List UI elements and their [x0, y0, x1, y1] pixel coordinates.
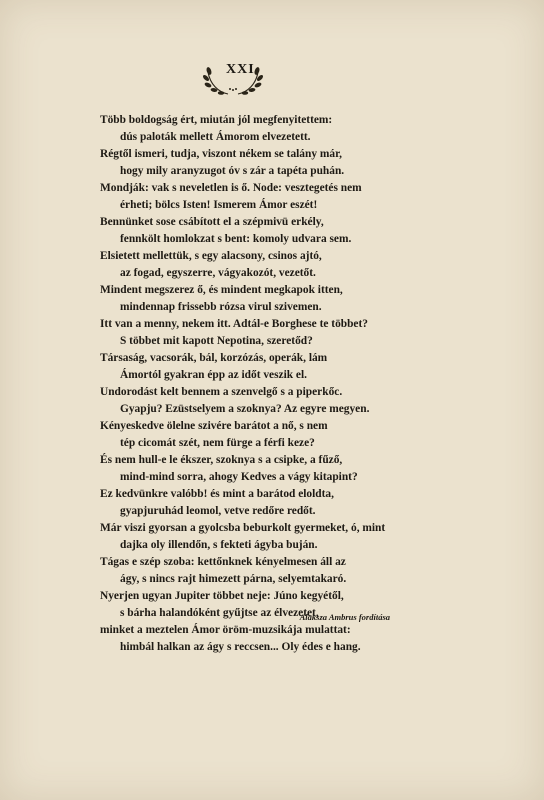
poem-line: Nyerjen ugyan Jupiter többet neje: Júno kegyétől, [100, 590, 344, 602]
poem-line: Mindent megszerez ő, és mindent megkapok itten, [100, 284, 343, 296]
translator-credit: Alaksza Ambrus fordítása [299, 612, 390, 622]
poem-line: Elsietett mellettük, s egy alacsony, csinos ajtó, [100, 250, 322, 262]
poem-line: ágy, s nincs rajt himezett párna, selyemtakaró. [120, 573, 347, 585]
poem-line: Itt van a menny, nekem itt. Adtál-e Borghese te többet? [100, 318, 368, 330]
poem-line: Tágas e szép szoba: kettőnknek kényelmesen áll az [100, 556, 346, 568]
poem-line: az fogad, egyszerre, vágyakozót, vezetőt. [120, 267, 316, 279]
poem-body [100, 112, 520, 656]
poem-line: Több boldogság ért, miután jól megfenyitettem: [100, 114, 333, 126]
poem-line: gyapjuruhád leomol, vetve redőre redőt. [120, 505, 316, 517]
poem-line: Ámortól gyakran épp az időt veszik el. [120, 369, 307, 381]
poem-line: himbál halkan az ágy s reccsen... Oly édes e hang. [120, 641, 361, 653]
poem-line: Már viszi gyorsan a gyolcsba beburkolt gyermeket, ó, mint [100, 522, 386, 534]
poem-line: S többet mit kapott Nepotina, szeretőd? [120, 335, 313, 347]
poem-header [0, 58, 544, 106]
poem-line: mindennap frissebb rózsa virul szivemen. [120, 301, 322, 313]
poem-number: XXI [226, 62, 255, 77]
poem-line: Gyapju? Ezüstselyem a szoknya? Az egyre megyen. [120, 403, 370, 415]
poem-line: És nem hull-e le ékszer, szoknya s a csipke, a fűző, [100, 454, 343, 466]
poem-line: fennkölt homlokzat s bent: komoly udvara sem. [120, 233, 352, 245]
poem-line: tép cicomát szét, nem fürge a férfi keze? [120, 437, 315, 449]
poem-line: Társaság, vacsorák, bál, korzózás, operák, lám [100, 352, 328, 364]
poem-line: s bárha halandóként gyűjtse az élvezetet, [120, 607, 319, 619]
poem-line: Bennünket sose csábított el a szépmivü erkély, [100, 216, 324, 228]
poem-line: minket a meztelen Ámor öröm-muzsikája mulattat: [100, 624, 351, 636]
poem-line: érheti; bölcs Isten! Ismerem Ámor eszét! [120, 199, 318, 211]
poem-line: Régtől ismeri, tudja, viszont nékem se talány már, [100, 148, 342, 160]
poem-line: Mondják: vak s neveletlen is ő. Node: vesztegetés nem [100, 182, 362, 194]
poem-line: dús paloták mellett Ámorom elvezetett. [120, 131, 311, 143]
poem-line: Kényeskedve ölelne szivére barátot a nő, s nem [100, 420, 328, 432]
poem-line: Ez kedvünkre valóbb! és mint a barátod eloldta, [100, 488, 334, 500]
poem-line: Undorodást kelt bennem a szenvelgő s a piperkőc. [100, 386, 343, 398]
poem-line: mind-mind sorra, ahogy Kedves a vágy kitapint? [120, 471, 358, 483]
poem-line: dajka oly illendőn, s fekteti ágyba buján. [120, 539, 318, 551]
poem-line: hogy mily aranyzugot óv s zár a tapéta puhán. [120, 165, 345, 177]
